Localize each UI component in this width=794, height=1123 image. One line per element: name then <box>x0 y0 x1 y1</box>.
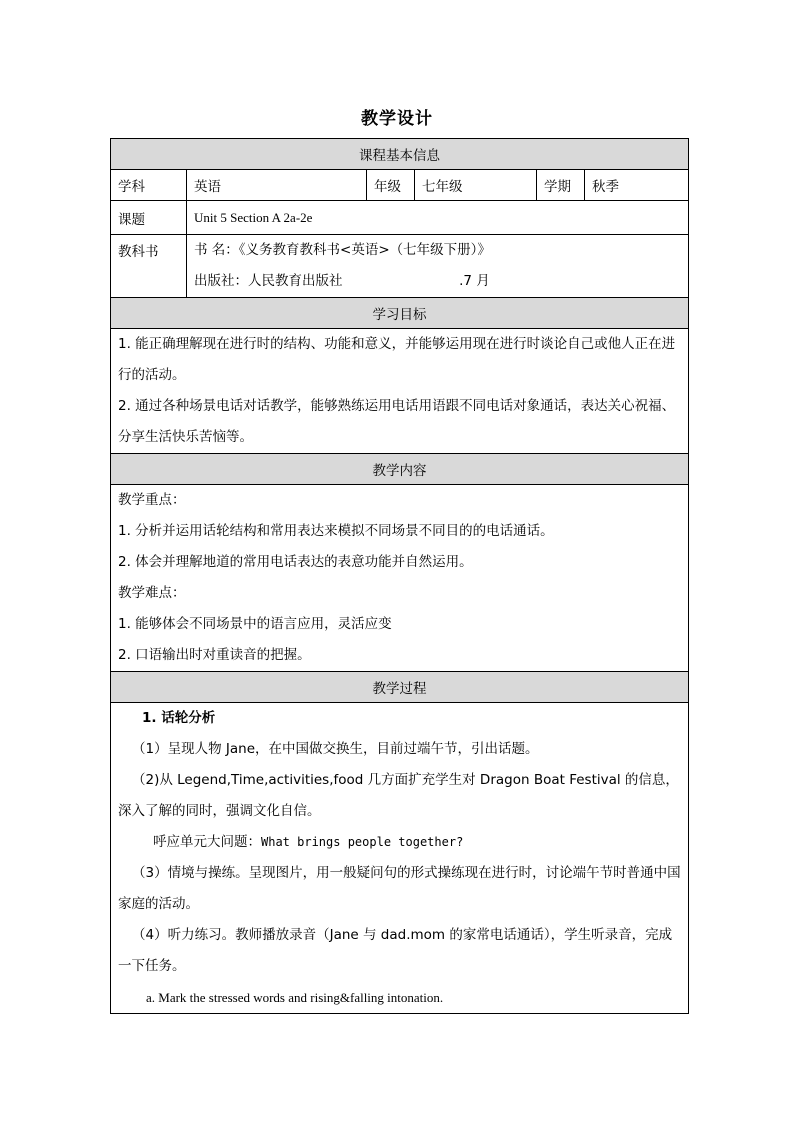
process-item: （2)从 Legend,Time,activities,food 几方面扩充学生对 Dragon Boat Festival 的信息，深入了解的同时，强调文化自信。 <box>118 772 679 819</box>
process-cell <box>111 703 689 1014</box>
objective-item: 2. 通过各种场景电话对话教学，能够熟练运用电话用语跟不同电话对象通话，表达关心祝福、分享生活快乐苦恼等。 <box>118 398 676 445</box>
section-header-content: 教学内容 <box>111 454 689 485</box>
textbook-info <box>187 235 689 298</box>
process-item: （1）呈现人物 Jane，在中国做交换生，目前过端午节，引出话题。 <box>132 741 539 757</box>
publisher: 出版社：人民教育出版社 <box>194 273 343 289</box>
section-header-objectives: 学习目标 <box>111 298 689 329</box>
process-item: （4）听力练习。教师播放录音（Jane 与 dad.mom 的家常电话通话），学生听录音，完成一下任务。 <box>118 927 673 974</box>
key-points-heading: 教学重点： <box>118 492 186 508</box>
key-point-item: 2. 体会并理解地道的常用电话表达的表意功能并自然运用。 <box>118 554 473 570</box>
topic-value: Unit 5 Section A 2a-2e <box>187 201 689 235</box>
subject-value: 英语 <box>187 170 367 201</box>
publish-month: .7 月 <box>459 273 490 289</box>
subject-label: 学科 <box>111 170 187 201</box>
grade-label: 年级 <box>367 170 415 201</box>
grade-value: 七年级 <box>415 170 537 201</box>
big-question-prefix: 呼应单元大问题： <box>153 834 261 850</box>
term-label: 学期 <box>537 170 585 201</box>
textbook-publisher-line <box>194 266 681 297</box>
difficult-point-item: 1. 能够体会不同场景中的语言应用，灵活应变 <box>118 616 392 632</box>
objective-item: 1. 能正确理解现在进行时的结构、功能和意义，并能够运用现在进行时谈论自己或他人正在进行的活动。 <box>118 336 676 383</box>
big-question-line <box>118 827 681 858</box>
textbook-label: 教科书 <box>111 235 187 298</box>
section-header-basic-info: 课程基本信息 <box>111 139 689 170</box>
content-cell <box>111 485 689 672</box>
difficult-points-heading: 教学难点： <box>118 585 186 601</box>
lesson-design-table <box>110 138 689 1014</box>
term-value: 秋季 <box>585 170 689 201</box>
listening-task: a. Mark the stressed words and rising&falling intonation. <box>146 990 444 1005</box>
document-title: 教学设计 <box>361 109 433 129</box>
section-header-process: 教学过程 <box>111 672 689 703</box>
process-step-heading: 1. 话轮分析 <box>142 710 216 726</box>
topic-label: 课题 <box>111 201 187 235</box>
big-question: What brings people together? <box>261 835 464 849</box>
difficult-point-item: 2. 口语输出时对重读音的把握。 <box>118 647 311 663</box>
process-item: （3）情境与操练。呈现图片，用一般疑问句的形式操练现在进行时，讨论端午节时普通中国家庭的活动。 <box>118 865 681 912</box>
textbook-name: 书 名：《义务教育教科书<英语>（七年级下册）》 <box>194 242 491 258</box>
objectives-cell <box>111 329 689 454</box>
key-point-item: 1. 分析并运用话轮结构和常用表达来模拟不同场景不同目的的电话通话。 <box>118 523 554 539</box>
